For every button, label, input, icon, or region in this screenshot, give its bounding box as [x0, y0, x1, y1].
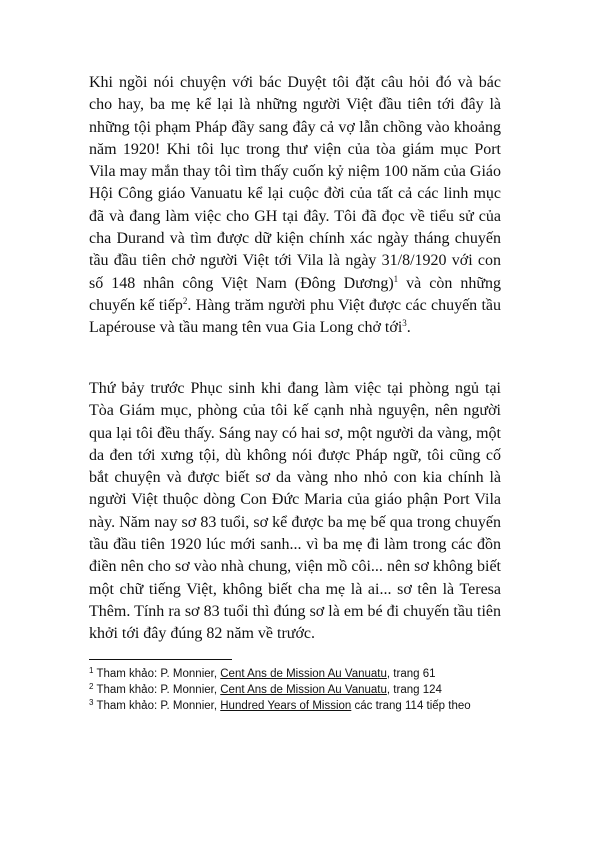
footnote-3	[89, 698, 509, 714]
footnote-3-prefix: Tham khảo: P. Monnier,	[93, 700, 221, 712]
footnote-1-suffix: , trang 61	[386, 668, 436, 680]
footnote-2-suffix: , trang 124	[386, 684, 442, 696]
footnote-1-number: 1	[89, 666, 94, 675]
footnote-3-number: 3	[89, 698, 94, 707]
footnote-separator	[89, 659, 232, 660]
paragraph-1-text-d: .	[406, 319, 411, 337]
footnote-2-prefix: Tham khảo: P. Monnier,	[93, 684, 221, 696]
body-paragraph-2	[89, 378, 501, 646]
footnote-ref-1: 1	[393, 273, 399, 284]
footnote-ref-2: 2	[182, 295, 188, 306]
footnote-ref-3: 3	[402, 318, 407, 329]
footnote-3-book-title: Hundred Years of Mission	[220, 700, 352, 712]
footnote-2-number: 2	[89, 682, 94, 691]
paragraph-1-text-b: và còn những chuyến kế tiếp	[89, 274, 501, 314]
paragraph-2-text: Thứ bảy trước Phục sinh khi đang làm việc tại phòng ngủ tại Tòa Giám mục, phòng của tôi kế cạnh nhà nguyện, nên người qua lại tôi đều thấy. Sáng nay có hai sơ, một người da vàng, một da đen tới xưng tội, dù không nói được Pháp ngữ, tôi cũng cố bắt chuyện và được biết sơ da vàng nho nhỏ con kia chính là người Việt thuộc dòng Con Đức Maria của giáo phận Port Vila này. Năm nay sơ 83 tuổi, sơ kể được ba mẹ bế qua trong chuyến tầu đầu tiên 1920 lúc mới sanh... vì ba mẹ đi làm trong các đồn điền nên cho sơ vào nhà chung, viện mồ côi... nên sơ không biết một chữ tiếng Việt, không biết cha mẹ là ai... sơ tên là Teresa Thêm. Tính ra sơ 83 tuổi thì đúng sơ là em bé đi chuyến tầu tiên khởi tới đây đúng 82 năm về trước.	[89, 380, 501, 643]
paragraph-1-text-a: Khi ngồi nói chuyện với bác Duyệt tôi đặt câu hỏi đó và bác cho hay, ba mẹ kể lại là những người Việt đầu tiên tới đây là những tội phạm Pháp đầy sang đây cả vợ lẫn chồng vào khoảng năm 1920! Khi tôi lục trong thư viện của tòa giám mục Port Vila may mắn thay tôi tìm thấy cuốn kỷ niệm 100 năm của Giáo Hội Công giáo Vanuatu kể lại cuộc đời của tất cả các linh mục đã và đang làm việc cho GH tại đây. Tôi đã đọc về tiểu sử của cha Durand và tìm được dữ kiện chính xác ngày tháng chuyến tầu đầu tiên chở người Việt tới Vila là ngày 31/8/1920 với con số 148 nhân công Việt Nam (Đông Dương)	[89, 74, 501, 292]
footnote-2	[89, 682, 509, 698]
footnote-1	[89, 666, 509, 682]
footnote-3-suffix: các trang 114 tiếp theo	[351, 700, 471, 712]
footnote-1-prefix: Tham khảo: P. Monnier,	[93, 668, 221, 680]
body-paragraph-1	[89, 72, 501, 340]
footnote-2-book-title: Cent Ans de Mission Au Vanuatu	[220, 684, 387, 696]
footnote-1-book-title: Cent Ans de Mission Au Vanuatu	[220, 668, 387, 680]
footnotes-section	[89, 666, 509, 714]
paragraph-1-text-c: . Hàng trăm người phu Việt được các chuyến tầu Lapérouse và tầu mang tên vua Gia Long chở tới	[89, 296, 502, 337]
